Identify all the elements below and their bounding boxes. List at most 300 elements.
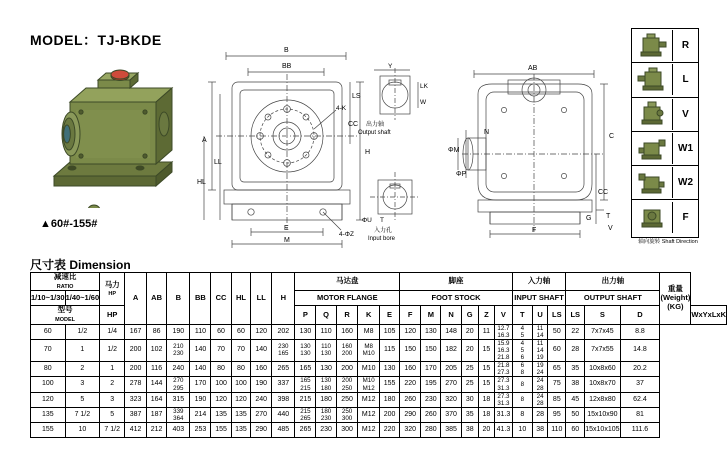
cell-B: 403 xyxy=(167,423,190,438)
cell-LS: 95 xyxy=(548,407,566,422)
cell-U: 19 24 xyxy=(532,362,548,377)
table-row xyxy=(31,392,727,407)
cell-R: 160 xyxy=(336,324,358,339)
cell-R: 300 xyxy=(336,423,358,438)
cell-model: 100 xyxy=(31,377,66,392)
cell-F: 160 xyxy=(400,362,421,377)
header-HL: HL xyxy=(231,273,251,325)
cell-U: 11 14 19 xyxy=(532,339,548,361)
cell-CC: 80 xyxy=(211,362,231,377)
shaft-direction-note: 轴向旋转 Shaft Direction xyxy=(638,239,698,245)
cell-A: 387 xyxy=(125,407,147,422)
svg-text:LK: LK xyxy=(420,83,428,90)
direction-row-w2[interactable] xyxy=(632,166,698,200)
cell-E: 115 xyxy=(379,339,399,361)
cell-R: 250 xyxy=(336,392,358,407)
cell-N: 320 xyxy=(441,392,461,407)
svg-text:T: T xyxy=(380,217,384,224)
cell-model: 60 xyxy=(31,324,66,339)
front-view-drawing xyxy=(196,34,376,249)
cell-weight: 81 xyxy=(620,407,660,422)
direction-row-r[interactable] xyxy=(632,29,698,63)
cell-D: 10x8x70 xyxy=(585,377,620,392)
cell-LS: 60 xyxy=(548,339,566,361)
direction-label: L xyxy=(682,74,689,86)
svg-text:入力孔: 入力孔 xyxy=(374,228,393,234)
header-WXY: WxYxLxK xyxy=(691,306,727,324)
cell-AB: 212 xyxy=(146,423,166,438)
cell-LS: 65 xyxy=(548,362,566,377)
cell-Z: 20 xyxy=(478,423,494,438)
cell-model: 70 xyxy=(31,339,66,361)
table-row xyxy=(31,407,727,422)
svg-text:N: N xyxy=(484,129,490,136)
cell-B: 339 364 xyxy=(167,407,190,422)
cell-N: 148 xyxy=(441,324,461,339)
table-row xyxy=(31,377,727,392)
dimension-heading: 尺寸表 Dimension xyxy=(30,258,131,272)
cell-T: 8 xyxy=(512,392,532,407)
cell-G: 20 xyxy=(461,324,478,339)
svg-text:ΦM: ΦM xyxy=(448,147,460,154)
cell-ratio1: 7 1/2 xyxy=(65,407,100,422)
cell-A: 200 xyxy=(125,339,147,361)
cell-ratio1: 10 xyxy=(65,423,100,438)
header-AB: AB xyxy=(146,273,166,325)
cell-HL: 60 xyxy=(231,324,251,339)
cell-V: 41.3 xyxy=(495,423,513,438)
cell-U: 11 14 xyxy=(532,324,548,339)
cell-B: 315 xyxy=(167,392,190,407)
header-input-shaft-en: INPUT SHAFT xyxy=(512,291,565,306)
svg-text:BB: BB xyxy=(282,63,292,70)
cell-S: 45 xyxy=(566,392,585,407)
cell-E: 105 xyxy=(379,324,399,339)
cell-HL: 120 xyxy=(231,392,251,407)
gearbox-thumb-icon xyxy=(632,167,673,198)
cell-ratio2: 2 xyxy=(100,377,125,392)
cell-ratio2: 5 xyxy=(100,407,125,422)
cell-N: 370 xyxy=(441,407,461,422)
cell-U: 24 28 xyxy=(532,392,548,407)
cell-BB: 140 xyxy=(190,339,211,361)
svg-text:Output shaft: Output shaft xyxy=(358,130,391,136)
svg-text:Y: Y xyxy=(388,63,393,70)
output-shaft-detail xyxy=(352,60,442,140)
cell-H: 337 xyxy=(272,377,295,392)
cell-A: 278 xyxy=(125,377,147,392)
cell-BB: 110 xyxy=(190,324,211,339)
cell-weight: 14.8 xyxy=(620,339,660,361)
cell-G: 25 xyxy=(461,362,478,377)
header-ratio-range-2: 1/40~1/60 xyxy=(65,291,100,306)
cell-E: 200 xyxy=(379,407,399,422)
cell-Q: 130 xyxy=(316,362,336,377)
gearbox-thumb-icon xyxy=(632,133,673,164)
cell-D: 15x10x90 xyxy=(585,407,620,422)
cell-E: 155 xyxy=(379,377,399,392)
cell-G: 20 xyxy=(461,339,478,361)
table-row xyxy=(31,423,727,438)
cell-H: 440 xyxy=(272,407,295,422)
svg-text:4-K: 4-K xyxy=(336,105,347,112)
cell-N: 205 xyxy=(441,362,461,377)
cell-ratio1: 1/2 xyxy=(65,324,100,339)
cell-CC: 155 xyxy=(211,423,231,438)
cell-LL: 160 xyxy=(251,362,272,377)
gearbox-thumb-icon xyxy=(632,99,673,130)
svg-text:ΦP: ΦP xyxy=(456,171,467,178)
cell-H: 230 165 xyxy=(272,339,295,361)
cell-HL: 100 xyxy=(231,377,251,392)
cell-K: M8 M10 xyxy=(358,339,380,361)
cell-K: M12 xyxy=(358,407,380,422)
cell-LL: 120 xyxy=(251,324,272,339)
cell-T: 8 xyxy=(512,407,532,422)
cell-weight: 20.2 xyxy=(620,362,660,377)
svg-text:V: V xyxy=(608,225,613,232)
cell-LS: 85 xyxy=(548,392,566,407)
cell-model: 80 xyxy=(31,362,66,377)
cell-N: 182 xyxy=(441,339,461,361)
cell-B: 210 230 xyxy=(167,339,190,361)
cell-Z: 15 xyxy=(478,362,494,377)
cell-P: 130 130 xyxy=(295,339,316,361)
cell-ratio1: 3 xyxy=(65,377,100,392)
cell-R: 250 300 xyxy=(336,407,358,422)
direction-label: R xyxy=(681,40,690,52)
header-WXYLK: D xyxy=(620,306,660,324)
cell-CC: 120 xyxy=(211,392,231,407)
gearbox-illustration xyxy=(36,58,186,208)
cell-AB: 86 xyxy=(146,324,166,339)
cell-BB: 214 xyxy=(190,407,211,422)
svg-text:E: E xyxy=(284,225,289,232)
header-Q: Q xyxy=(316,306,336,324)
header-ratio-range-1: 1/10~1/30 xyxy=(31,291,66,306)
svg-text:LL: LL xyxy=(214,159,222,166)
header-A: A xyxy=(125,273,147,325)
svg-text:G: G xyxy=(586,215,592,222)
direction-row-l[interactable] xyxy=(632,63,698,97)
svg-text:B: B xyxy=(284,47,289,54)
header-hp-blank: HP xyxy=(100,306,125,324)
cell-LL: 140 xyxy=(251,339,272,361)
svg-text:M: M xyxy=(284,237,290,244)
svg-text:Input bore: Input bore xyxy=(368,236,396,241)
header-K: K xyxy=(358,306,380,324)
cell-BB: 253 xyxy=(190,423,211,438)
cell-LL: 190 xyxy=(251,377,272,392)
cell-LL: 240 xyxy=(251,392,272,407)
cell-M: 260 xyxy=(421,407,441,422)
direction-label: W2 xyxy=(678,177,693,189)
cell-T: 6 8 xyxy=(512,362,532,377)
header-V: V xyxy=(495,306,513,324)
cell-S: 50 xyxy=(566,407,585,422)
cell-Q: 110 130 xyxy=(316,339,336,361)
table-row xyxy=(31,324,727,339)
svg-text:H: H xyxy=(365,149,371,156)
cell-HL: 70 xyxy=(231,339,251,361)
cell-Q: 180 xyxy=(316,392,336,407)
svg-text:4-ΦZ: 4-ΦZ xyxy=(339,231,354,238)
header-H: H xyxy=(272,273,295,325)
cell-ratio2: 1/4 xyxy=(100,324,125,339)
cell-Q: 230 xyxy=(316,423,336,438)
header-U: U xyxy=(532,306,548,324)
cell-LS: 50 xyxy=(548,324,566,339)
cell-K: M10 M12 xyxy=(358,377,380,392)
gearbox-thumb-icon xyxy=(632,64,673,95)
cell-P: 165 215 xyxy=(295,377,316,392)
cell-BB: 190 xyxy=(190,392,211,407)
cell-F: 150 xyxy=(400,339,421,361)
cell-D: 7x7x55 xyxy=(585,339,620,361)
cell-AB: 116 xyxy=(146,362,166,377)
cell-U: 28 xyxy=(532,407,548,422)
cell-D: 12x8x80 xyxy=(585,392,620,407)
header-P: P xyxy=(295,306,316,324)
cell-K: M8 xyxy=(358,324,380,339)
cell-V: 15.9 16.3 21.8 xyxy=(495,339,513,361)
cell-M: 150 xyxy=(421,339,441,361)
cell-A: 323 xyxy=(125,392,147,407)
cell-Q: 130 180 xyxy=(316,377,336,392)
header-hp: 马力 HP xyxy=(100,273,125,306)
header-input-shaft: 入力轴 xyxy=(512,273,565,291)
header-E: E xyxy=(379,306,399,324)
cell-H: 265 xyxy=(272,362,295,377)
cell-HL: 135 xyxy=(231,407,251,422)
cell-V: 31.3 xyxy=(495,407,513,422)
cell-LL: 270 xyxy=(251,407,272,422)
cell-A: 412 xyxy=(125,423,147,438)
cell-AB: 102 xyxy=(146,339,166,361)
svg-text:F: F xyxy=(532,227,537,234)
cell-T: 4 5 6 xyxy=(512,339,532,361)
cell-A: 167 xyxy=(125,324,147,339)
header-foot-stock: 脚座 xyxy=(400,273,513,291)
cell-G: 35 xyxy=(461,407,478,422)
header-output-shaft-en: OUTPUT SHAFT xyxy=(566,291,660,306)
cell-ratio1: 5 xyxy=(65,392,100,407)
cell-model: 120 xyxy=(31,392,66,407)
input-bore-detail xyxy=(352,166,442,241)
header-G: G xyxy=(461,306,478,324)
cell-E: 130 xyxy=(379,362,399,377)
cell-P: 215 xyxy=(295,392,316,407)
cell-ratio2: 1/2 xyxy=(100,339,125,361)
cell-ratio2: 1 xyxy=(100,362,125,377)
cell-ratio2: 3 xyxy=(100,392,125,407)
header-M: M xyxy=(421,306,441,324)
svg-text:C: C xyxy=(609,133,615,140)
cell-Z: 18 xyxy=(478,407,494,422)
cell-S: 60 xyxy=(566,423,585,438)
header-T: T xyxy=(512,306,532,324)
header-BB: BB xyxy=(190,273,211,325)
cell-M: 230 xyxy=(421,392,441,407)
cell-CC: 60 xyxy=(211,324,231,339)
cell-F: 120 xyxy=(400,324,421,339)
cell-weight: 37 xyxy=(620,377,660,392)
cell-H: 398 xyxy=(272,392,295,407)
cell-G: 25 xyxy=(461,377,478,392)
cell-R: 160 200 xyxy=(336,339,358,361)
table-row xyxy=(31,362,727,377)
cell-BB: 170 xyxy=(190,377,211,392)
cell-P: 215 265 xyxy=(295,407,316,422)
dimension-table xyxy=(30,272,727,438)
cell-E: 220 xyxy=(379,423,399,438)
cell-CC: 135 xyxy=(211,407,231,422)
cell-V: 27.3 31.3 xyxy=(495,392,513,407)
cell-ratio1: 2 xyxy=(65,362,100,377)
cell-K: M12 xyxy=(358,392,380,407)
cell-Z: 15 xyxy=(478,377,494,392)
cell-A: 200 xyxy=(125,362,147,377)
cell-U: 38 xyxy=(532,423,548,438)
cell-S: 35 xyxy=(566,362,585,377)
cell-M: 195 xyxy=(421,377,441,392)
header-B: B xyxy=(167,273,190,325)
cell-HL: 135 xyxy=(231,423,251,438)
cell-AB: 187 xyxy=(146,407,166,422)
cell-H: 485 xyxy=(272,423,295,438)
svg-text:HL: HL xyxy=(197,179,206,186)
cell-F: 260 xyxy=(400,392,421,407)
cell-S: 28 xyxy=(566,339,585,361)
svg-text:CC: CC xyxy=(598,189,609,196)
cell-LS: 110 xyxy=(548,423,566,438)
cell-Q: 180 230 xyxy=(316,407,336,422)
header-weight: 重量 (Weight) (KG) xyxy=(660,273,691,325)
cell-model: 155 xyxy=(31,423,66,438)
cell-M: 280 xyxy=(421,423,441,438)
cell-M: 130 xyxy=(421,324,441,339)
cell-N: 385 xyxy=(441,423,461,438)
cell-E: 180 xyxy=(379,392,399,407)
cell-CC: 70 xyxy=(211,339,231,361)
svg-text:T: T xyxy=(606,213,611,220)
gearbox-thumb-icon xyxy=(632,30,673,61)
cell-T: 10 xyxy=(512,423,532,438)
cell-weight: 111.6 xyxy=(620,423,660,438)
header-motor-flange: 马达盘 xyxy=(295,273,400,291)
cell-U: 24 28 xyxy=(532,377,548,392)
cell-B: 190 xyxy=(167,324,190,339)
header-LL: LL xyxy=(251,273,272,325)
shaft-direction-table xyxy=(631,28,699,238)
svg-text:ΦU: ΦU xyxy=(362,217,372,224)
cell-G: 38 xyxy=(461,423,478,438)
header-Z: Z xyxy=(478,306,494,324)
cell-R: 200 250 xyxy=(336,377,358,392)
header-LS: LS xyxy=(548,306,566,324)
direction-row-f[interactable] xyxy=(632,200,698,233)
cell-R: 200 xyxy=(336,362,358,377)
cell-weight: 8.8 xyxy=(620,324,660,339)
cell-P: 165 xyxy=(295,362,316,377)
header-motor-flange-en: MOTOR FLANGE xyxy=(295,291,400,306)
cell-Z: 15 xyxy=(478,339,494,361)
cell-V: 21.8 27.3 xyxy=(495,362,513,377)
cell-weight: 62.4 xyxy=(620,392,660,407)
cell-Z: 11 xyxy=(478,324,494,339)
cell-F: 220 xyxy=(400,377,421,392)
direction-row-v[interactable] xyxy=(632,98,698,132)
cell-N: 270 xyxy=(441,377,461,392)
direction-label: V xyxy=(682,108,689,120)
cell-K: M10 xyxy=(358,362,380,377)
page-title: MODEL：TJ-BKDE xyxy=(30,32,162,48)
cell-M: 170 xyxy=(421,362,441,377)
cell-G: 30 xyxy=(461,392,478,407)
cell-ratio2: 7 1/2 xyxy=(100,423,125,438)
cell-V: 12.7 16.3 xyxy=(495,324,513,339)
header-CC: CC xyxy=(211,273,231,325)
cell-P: 265 xyxy=(295,423,316,438)
table-header-row-1 xyxy=(31,273,727,291)
cell-P: 130 xyxy=(295,324,316,339)
header-output-shaft: 出力轴 xyxy=(566,273,660,291)
header-D: S xyxy=(585,306,620,324)
header-N: N xyxy=(441,306,461,324)
svg-text:A: A xyxy=(202,137,207,144)
cell-S: 22 xyxy=(566,324,585,339)
header-model: 型号 MODEL xyxy=(31,306,100,324)
cell-H: 202 xyxy=(272,324,295,339)
header-foot-stock-en: FOOT STOCK xyxy=(400,291,513,306)
cell-AB: 144 xyxy=(146,377,166,392)
svg-text:AB: AB xyxy=(528,65,538,72)
direction-label: W1 xyxy=(678,143,693,155)
cell-model: 135 xyxy=(31,407,66,422)
cell-HL: 80 xyxy=(231,362,251,377)
side-view-drawing xyxy=(444,34,624,249)
cell-B: 270 295 xyxy=(167,377,190,392)
header-R: R xyxy=(336,306,358,324)
svg-text:LS: LS xyxy=(352,93,361,100)
direction-row-w1[interactable] xyxy=(632,132,698,166)
svg-text:出力轴: 出力轴 xyxy=(366,122,385,128)
header-F: F xyxy=(400,306,421,324)
cell-D: 10x8x60 xyxy=(585,362,620,377)
cell-V: 27.3 31.3 xyxy=(495,377,513,392)
table-row xyxy=(31,339,727,361)
cell-BB: 140 xyxy=(190,362,211,377)
cell-AB: 164 xyxy=(146,392,166,407)
svg-text:W: W xyxy=(420,99,427,106)
cell-ratio1: 1 xyxy=(65,339,100,361)
svg-text:CC: CC xyxy=(348,121,359,128)
header-ratio: 减速比 RATIO xyxy=(31,273,100,291)
direction-label: F xyxy=(682,211,689,223)
cell-F: 290 xyxy=(400,407,421,422)
cell-K: M12 xyxy=(358,423,380,438)
cell-Q: 110 xyxy=(316,324,336,339)
model-range-caption: ▲60#-155# xyxy=(40,218,98,230)
cell-LL: 290 xyxy=(251,423,272,438)
cell-D: 7x7x45 xyxy=(585,324,620,339)
header-S: LS xyxy=(566,306,585,324)
cell-F: 320 xyxy=(400,423,421,438)
cell-T: 4 5 xyxy=(512,324,532,339)
cell-S: 38 xyxy=(566,377,585,392)
cell-T: 8 xyxy=(512,377,532,392)
cell-D: 15x10x105 xyxy=(585,423,620,438)
